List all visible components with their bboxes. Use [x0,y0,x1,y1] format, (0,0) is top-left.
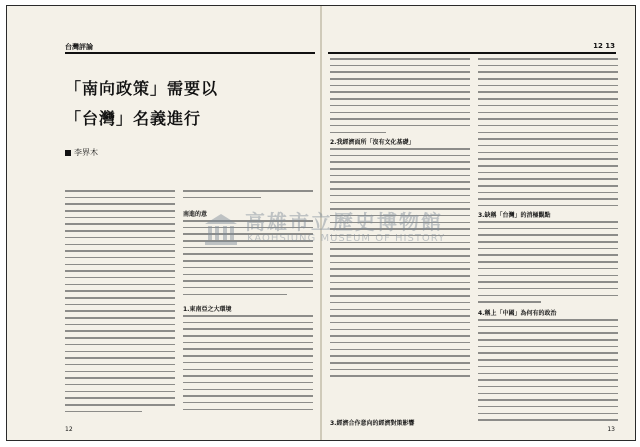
page-number-left: 12 [65,426,73,433]
article-title-line-2: 「台灣」名義進行 [65,109,202,128]
text-column-3-top [330,58,470,134]
subhead-economic-policy: 3.經濟合作意向的經濟對策影響 [330,420,415,427]
text-column-1 [65,190,175,412]
running-head-right: 12 13 [593,42,615,50]
text-column-3-middle [330,148,470,382]
text-column-2-top [183,190,313,204]
text-column-2-bottom [183,315,313,415]
subhead-china-politics: 4.稱上「中國」為何有的政治 [478,310,557,317]
magazine-spread [6,5,636,441]
subhead-environment: 1.東南亞之大環境 [183,306,232,313]
subhead-taiwan-name: 3.缺稱「台灣」的消極觀點 [478,212,551,219]
running-head: 台灣評論 [65,43,93,51]
text-column-4-top [478,58,618,206]
header-rule [65,52,315,54]
text-column-4-bottom [478,319,618,423]
author-byline [65,147,98,158]
page-number-right: 13 [607,426,615,433]
text-column-4-middle [478,221,618,305]
author-name: 李界木 [74,148,98,157]
museum-logo-icon [203,212,239,248]
watermark-text: 高雄市立歷史博物館 [245,210,443,234]
byline-square-icon [65,150,71,156]
subhead-economy: 2.我經濟面所「沒有文化基礎」 [330,139,415,146]
museum-watermark [203,206,483,258]
header-rule-right [328,52,616,54]
article-title-line-1: 「南向政策」需要以 [65,79,219,98]
subhead-southward: 南進的意 [183,211,208,218]
watermark-subtext: KAOHSIUNG MUSEUM OF HISTORY [247,233,446,244]
